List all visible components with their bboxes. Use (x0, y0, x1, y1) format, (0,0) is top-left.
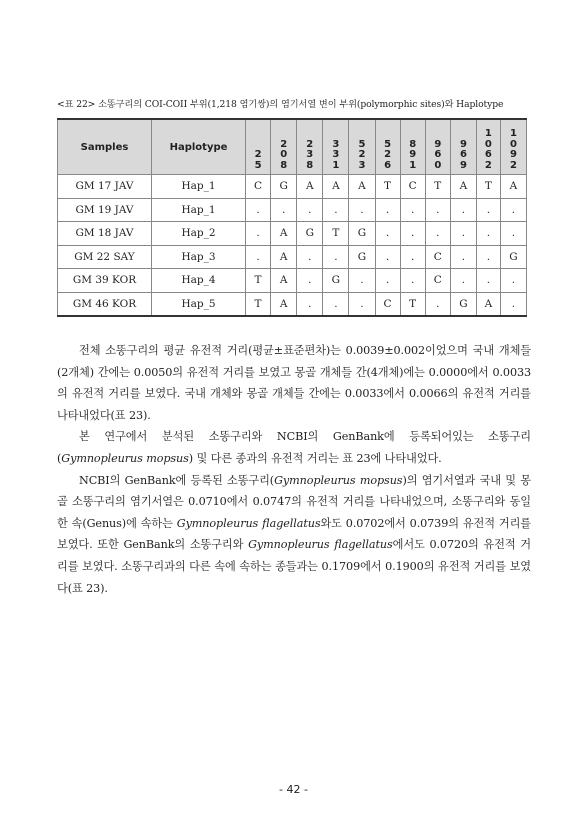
site-cell: G (349, 245, 375, 269)
body-paragraph (57, 426, 531, 469)
site-cell: . (476, 198, 500, 222)
position-digit: 2 (280, 138, 288, 150)
site-cell: G (450, 292, 476, 316)
haplotype-cell: Hap_4 (152, 269, 246, 293)
position-digit: 3 (332, 138, 340, 150)
position-digit: 9 (434, 138, 442, 150)
site-cell: . (400, 245, 425, 269)
site-cell: . (400, 269, 425, 293)
site-cell: . (323, 198, 349, 222)
sample-cell: GM 17 JAV (58, 175, 152, 199)
position-header (476, 119, 500, 175)
haplotype-cell: Hap_1 (152, 175, 246, 199)
site-cell: . (450, 245, 476, 269)
site-cell: . (323, 245, 349, 269)
position-digit: 6 (484, 149, 492, 160)
table-row (58, 222, 527, 246)
species-name: Gymnopleurus flagellatus (248, 538, 393, 552)
site-cell: . (500, 198, 526, 222)
site-cell: G (500, 245, 526, 269)
position-digit: 9 (459, 138, 467, 150)
site-cell: . (375, 245, 400, 269)
position-header (500, 119, 526, 175)
body-paragraph (57, 470, 531, 600)
site-cell: A (450, 175, 476, 199)
site-cell: C (400, 175, 425, 199)
position-digit: 8 (306, 159, 314, 171)
position-header (425, 119, 450, 175)
site-cell: . (500, 292, 526, 316)
site-cell: . (476, 222, 500, 246)
position-digit: 1 (409, 159, 417, 171)
site-cell: . (246, 222, 271, 246)
site-cell: . (271, 198, 297, 222)
position-header (323, 119, 349, 175)
haplotype-cell: Hap_2 (152, 222, 246, 246)
site-cell: G (349, 222, 375, 246)
haplotype-cell: Hap_3 (152, 245, 246, 269)
sample-cell: GM 39 KOR (58, 269, 152, 293)
site-cell: . (425, 292, 450, 316)
site-cell: . (450, 269, 476, 293)
text-run: 와도 0.0702에서 0.0739의 유전적 거리를 보였다. 또한 GenBank의 소똥구리와 (57, 516, 531, 552)
position-digit: 3 (306, 149, 314, 160)
position-header (349, 119, 375, 175)
site-cell: . (500, 269, 526, 293)
haplotype-table (57, 118, 527, 317)
site-cell: . (375, 269, 400, 293)
position-digit: 8 (280, 159, 288, 171)
table-row (58, 292, 527, 316)
position-digit: 6 (434, 149, 442, 160)
position-digit: 9 (409, 149, 417, 160)
site-cell: . (349, 292, 375, 316)
table-row (58, 175, 527, 199)
site-cell: A (323, 175, 349, 199)
haplotype-cell: Hap_1 (152, 198, 246, 222)
position-header (297, 119, 323, 175)
site-cell: . (425, 222, 450, 246)
site-cell: . (476, 269, 500, 293)
site-cell: . (297, 292, 323, 316)
sample-cell: GM 22 SAY (58, 245, 152, 269)
site-cell: A (271, 222, 297, 246)
table-body (58, 175, 527, 317)
table-row (58, 245, 527, 269)
site-cell: G (297, 222, 323, 246)
site-cell: T (246, 292, 271, 316)
text-run: 전체 소똥구리의 평균 유전적 거리(평균±표준편차)는 0.0039±0.002이었으며 국내 개체들(2개체) 간에는 0.0050의 유전적 거리를 보였고 몽골 개체들 간(4개체)에는 0.0000에서 0.0033의 유전적 거리를 보였다. 국내 개체와 몽골 개체들 간에는 0.0033에서 0.0066의 유전적 거리를 나타내었다(표 23). (57, 344, 531, 422)
position-digit: 2 (384, 149, 392, 160)
site-cell: . (297, 198, 323, 222)
haplotype-cell: Hap_5 (152, 292, 246, 316)
position-digit: 5 (384, 138, 392, 150)
site-cell: C (246, 175, 271, 199)
site-cell: T (400, 292, 425, 316)
table-row (58, 198, 527, 222)
site-cell: . (323, 292, 349, 316)
site-cell: . (450, 222, 476, 246)
site-cell: A (297, 175, 323, 199)
position-digit: 9 (509, 149, 517, 160)
sample-cell: GM 46 KOR (58, 292, 152, 316)
position-digit: 5 (358, 138, 366, 150)
site-cell: A (271, 245, 297, 269)
position-digit: 3 (332, 149, 340, 160)
site-cell: . (246, 245, 271, 269)
haplotype-header: Haplotype (152, 119, 246, 175)
site-cell: T (476, 175, 500, 199)
text-run: 에서도 0.0720의 유전적 거리를 보였다. 소똥구리과의 다른 속에 속하는 종들과는 0.1709에서 0.1900의 유전적 거리를 보였다(표 23). (57, 538, 531, 595)
site-cell: . (297, 245, 323, 269)
position-header (271, 119, 297, 175)
sample-cell: GM 18 JAV (58, 222, 152, 246)
body-text (57, 340, 531, 599)
position-digit: 2 (306, 138, 314, 150)
site-cell: C (425, 245, 450, 269)
site-cell: . (246, 198, 271, 222)
text-run: NCBI의 GenBank에 등록된 소똥구리( (79, 473, 275, 487)
site-cell: A (500, 175, 526, 199)
position-digit: 2 (509, 159, 517, 171)
samples-header: Samples (58, 119, 152, 175)
position-header (375, 119, 400, 175)
site-cell: . (349, 269, 375, 293)
position-digit: 8 (409, 138, 417, 150)
site-cell: . (375, 222, 400, 246)
position-digit: 0 (280, 149, 288, 160)
site-cell: . (450, 198, 476, 222)
page-number: - 42 - (279, 783, 308, 796)
site-cell: A (271, 292, 297, 316)
site-cell: T (323, 222, 349, 246)
position-digit: 1 (332, 159, 340, 171)
site-cell: G (323, 269, 349, 293)
table-caption: <표 22> 소똥구리의 COI-COII 부위(1,218 염기쌍)의 염기서열 변이 부위(polymorphic sites)와 Haplotype (57, 99, 504, 110)
site-cell: . (425, 198, 450, 222)
table-header-row (58, 119, 527, 175)
site-cell: T (425, 175, 450, 199)
text-run: 본 연구에서 분석된 소똥구리와 NCBI의 GenBank에 등록되어있는 소똥구리 ( (57, 430, 531, 465)
site-cell: A (271, 269, 297, 293)
text-run: )의 염기서열과 국내 및 몽골 소똥구리의 염기서열은 0.0710에서 0.0747의 유전적 거리를 나타내었으며, 소똥구리와 동일한 속(Genus)에 속하는 (57, 473, 531, 530)
position-digit: 6 (459, 149, 467, 160)
site-cell: G (271, 175, 297, 199)
site-cell: . (297, 269, 323, 293)
position-digit: 5 (254, 159, 262, 171)
position-digit: 0 (509, 138, 517, 150)
position-header (246, 119, 271, 175)
position-header (400, 119, 425, 175)
body-paragraph (57, 340, 531, 426)
site-cell: T (246, 269, 271, 293)
position-header (450, 119, 476, 175)
site-cell: . (500, 222, 526, 246)
site-cell: A (476, 292, 500, 316)
site-cell: C (375, 292, 400, 316)
site-cell: . (400, 198, 425, 222)
site-cell: C (425, 269, 450, 293)
position-digit: 6 (384, 159, 392, 171)
species-name: Gymnopleurus mopsus (274, 473, 403, 487)
position-digit: 1 (509, 128, 517, 139)
site-cell: . (349, 198, 375, 222)
position-digit: 1 (484, 128, 492, 139)
species-name: Gymnopleurus mopsus (61, 451, 189, 465)
site-cell: . (476, 245, 500, 269)
site-cell: . (375, 198, 400, 222)
text-run: ) 및 다른 종과의 유전적 거리는 표 23에 나타내었다. (188, 451, 442, 465)
position-digit: 9 (459, 159, 467, 171)
site-cell: T (375, 175, 400, 199)
position-digit: 0 (434, 159, 442, 171)
site-cell: . (400, 222, 425, 246)
sample-cell: GM 19 JAV (58, 198, 152, 222)
position-digit: 2 (254, 149, 262, 160)
table-row (58, 269, 527, 293)
position-digit: 2 (358, 149, 366, 160)
site-cell: A (349, 175, 375, 199)
position-digit: 2 (484, 159, 492, 171)
species-name: Gymnopleurus flagellatus (176, 516, 321, 530)
position-digit: 0 (484, 138, 492, 150)
position-digit: 3 (358, 159, 366, 171)
